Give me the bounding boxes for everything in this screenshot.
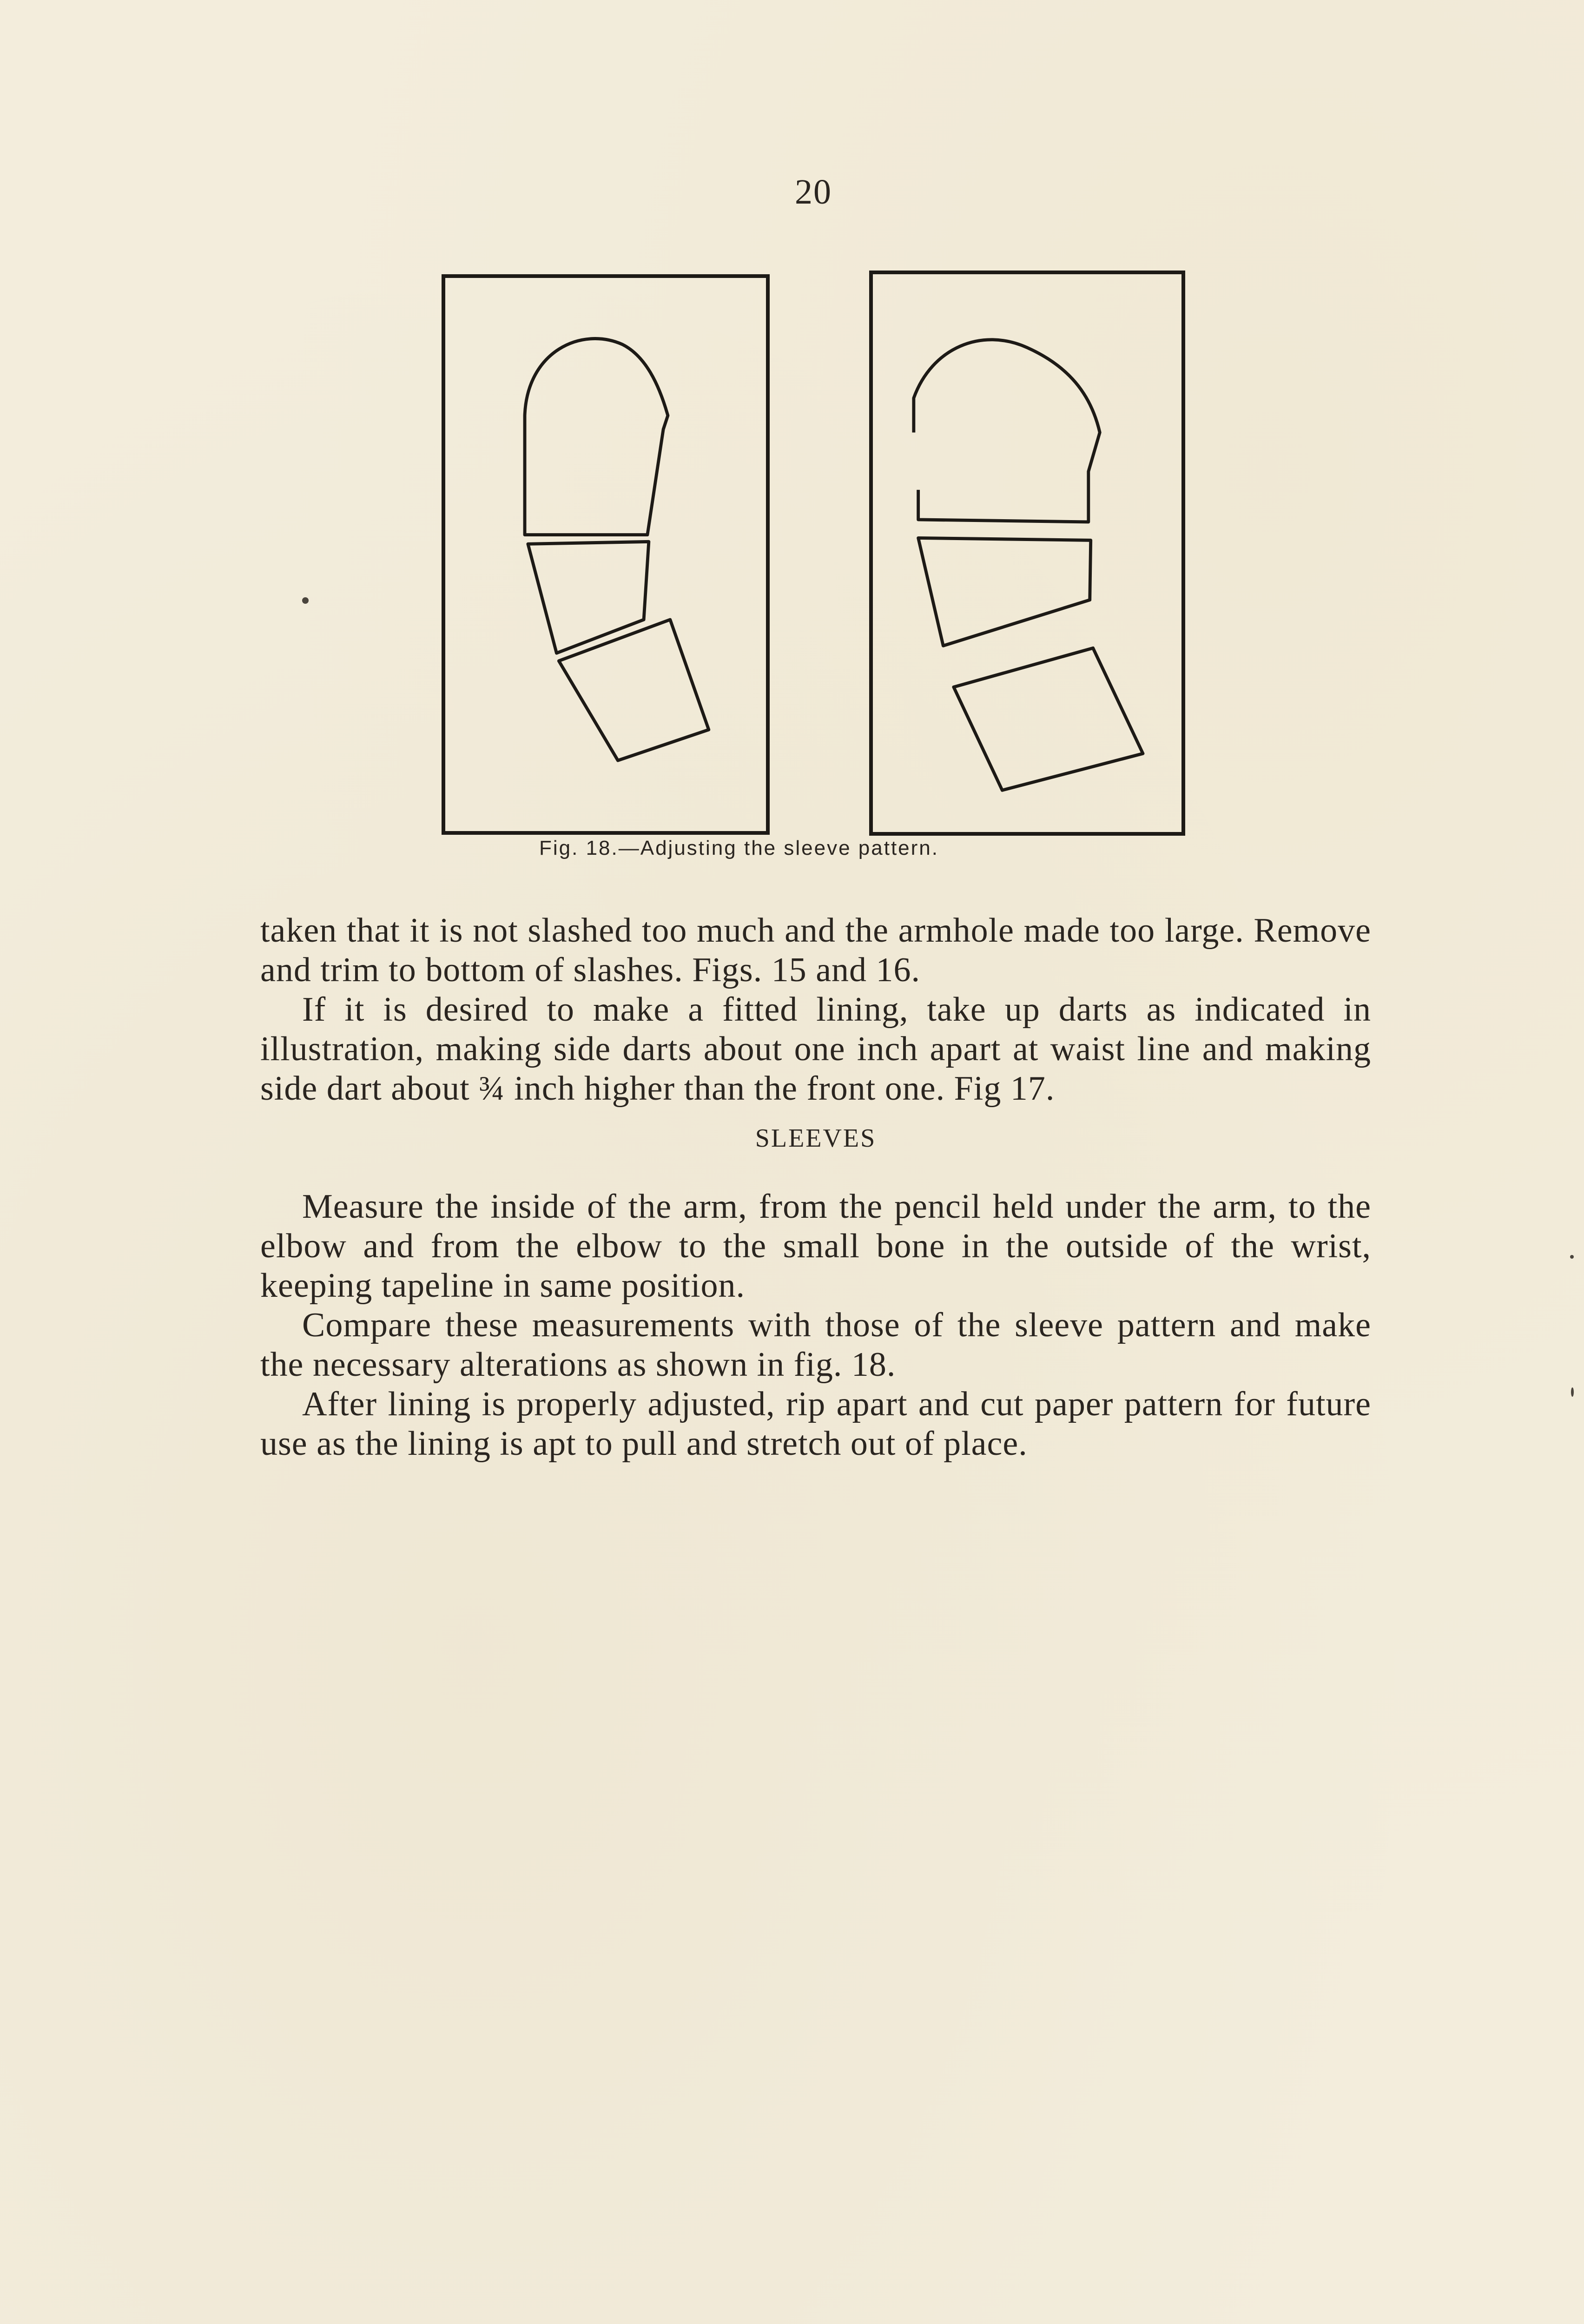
left-sleeve-middle [528,541,649,653]
right-sleeve-lower [954,648,1143,790]
section-heading-sleeves: SLEEVES [755,1124,877,1153]
paragraph-2: If it is desired to make a fitted lining, take up darts as indicated in illustration, making side darts about one inch apart at waist line and making side dart about ¾ inch higher than the front one. Fig 17. [260,990,1371,1108]
right-sleeve-drawing [873,274,1181,832]
paper-speck [1571,1387,1574,1397]
paragraph-1: taken that it is not slashed too much and the armhole made too large. Remove and trim to bottom of slashes. Figs. 15 and 16. [260,911,1371,989]
left-sleeve-lower [559,620,709,760]
paragraph-5: After lining is properly adjusted, rip apart and cut paper pattern for future use as the lining is apt to pull and stretch out of place. [260,1385,1371,1463]
right-sleeve-cap [914,340,1100,522]
paragraph-4: Compare these measurements with those of the sleeve pattern and make the necessary alterations as shown in fig. 18. [260,1306,1371,1384]
paper-speck [302,597,309,604]
page-number: 20 [795,172,832,211]
paragraph-3: Measure the inside of the arm, from the pencil held under the arm, to the elbow and from the elbow to the small bone in the outside of the wrist, keeping tapeline in same position. [260,1188,1371,1305]
right-sleeve-middle [918,538,1091,646]
left-sleeve-drawing [445,278,766,831]
figure-18 [432,265,1190,888]
left-sleeve-diagram [442,274,770,835]
right-sleeve-diagram [869,271,1185,836]
left-sleeve-cap [525,339,668,535]
body-text [260,911,1371,1464]
paper-speck [1570,1255,1574,1259]
figure-caption: Fig. 18.—Adjusting the sleeve pattern. [539,837,939,859]
